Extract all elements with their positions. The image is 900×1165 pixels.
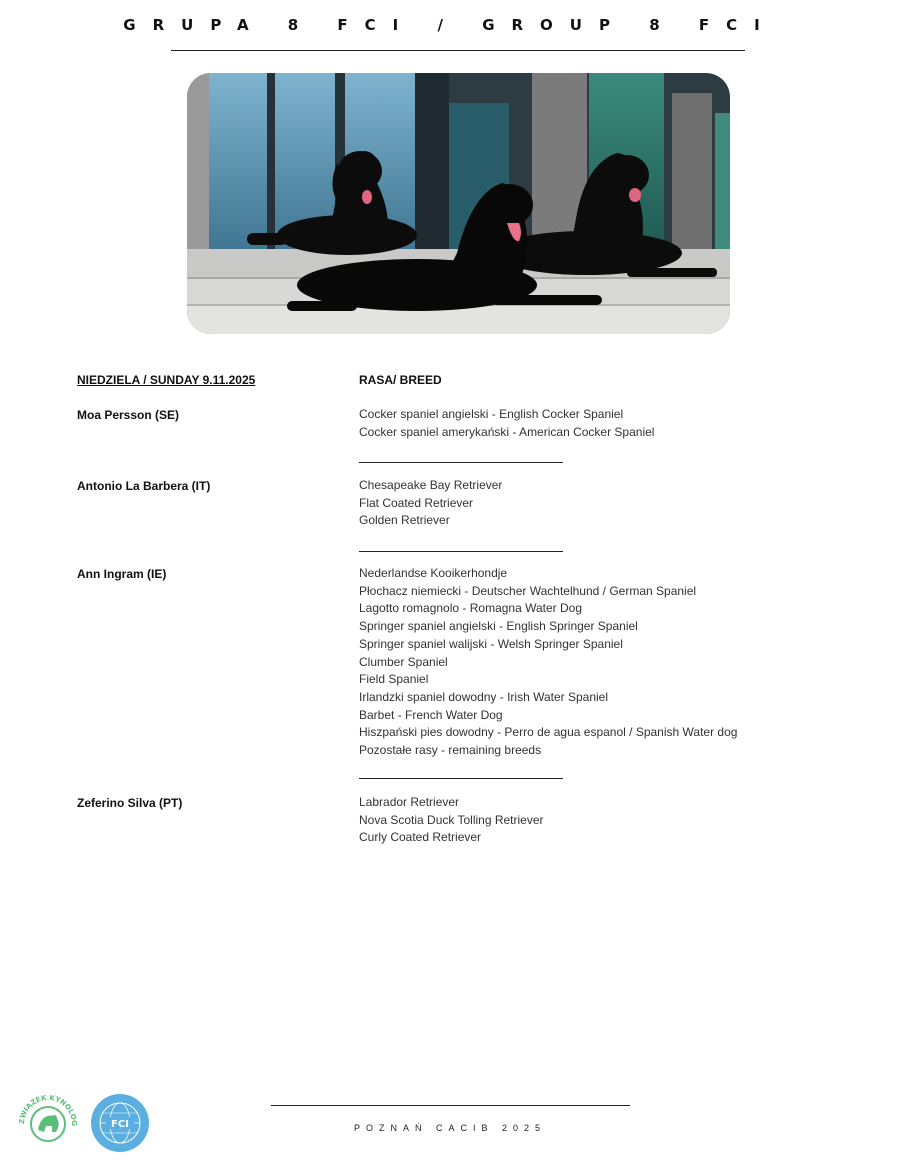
breed-item: Cocker spaniel amerykański - American Cocker Spaniel (359, 424, 655, 439)
breed-item: Springer spaniel angielski - English Springer Spaniel (359, 619, 638, 634)
breed-list (359, 477, 502, 530)
fci-logo-text: FCI (111, 1119, 129, 1130)
footer-text: POZNAŃ CACIB 2025 (353, 1123, 547, 1133)
breed-item: Płochacz niemiecki - Deutscher Wachtelhund / German Spaniel (359, 583, 697, 598)
breed-item: Clumber Spaniel (359, 654, 448, 669)
breed-item: Nederlandse Kooikerhondje (359, 566, 508, 580)
breed-item: Curly Coated Retriever (359, 830, 482, 845)
breed-item: Barbet - French Water Dog (359, 707, 503, 722)
breed-item: Labrador Retriever (359, 795, 460, 809)
day-heading: NIEDZIELA / SUNDAY 9.11.2025 (77, 373, 256, 387)
zkwp-logo-text: ZWIĄZEK KYNOLOG (17, 1093, 79, 1127)
breed-item: Springer spaniel walijski - Welsh Springer Spaniel (359, 636, 623, 651)
breed-list (359, 406, 654, 441)
header-photo (187, 73, 730, 334)
footer-divider (271, 1105, 630, 1106)
breed-item: Field Spaniel (359, 672, 429, 687)
breed-list (359, 794, 544, 847)
judge-name: Zeferino Silva (PT) (77, 796, 183, 810)
breed-item: Hiszpański pies dowodny - Perro de agua espanol / Spanish Water dog (359, 725, 738, 740)
section-divider (359, 778, 563, 779)
breed-item: Cocker spaniel angielski - English Cocker Spaniel (359, 407, 624, 421)
breed-item: Lagotto romagnolo - Romagna Water Dog (359, 601, 583, 616)
breed-item: Nova Scotia Duck Tolling Retriever (359, 812, 544, 827)
judge-name: Antonio La Barbera (IT) (77, 479, 211, 493)
section-divider (359, 551, 563, 552)
breed-item: Irlandzki spaniel dowodny - Irish Water Spaniel (359, 689, 609, 704)
section-divider (359, 462, 563, 463)
title-divider (171, 50, 745, 51)
breed-item: Chesapeake Bay Retriever (359, 478, 503, 492)
judge-name: Ann Ingram (IE) (77, 567, 167, 581)
breed-item: Golden Retriever (359, 513, 450, 528)
breed-column-heading: RASA/ BREED (359, 373, 442, 387)
breed-item: Flat Coated Retriever (359, 495, 474, 510)
breed-item: Pozostałe rasy - remaining breeds (359, 743, 542, 758)
breed-list (359, 565, 737, 760)
page-title: GRUPA 8 FCI / GROUP 8 FCI (123, 16, 777, 34)
judge-name: Moa Persson (SE) (77, 408, 180, 422)
